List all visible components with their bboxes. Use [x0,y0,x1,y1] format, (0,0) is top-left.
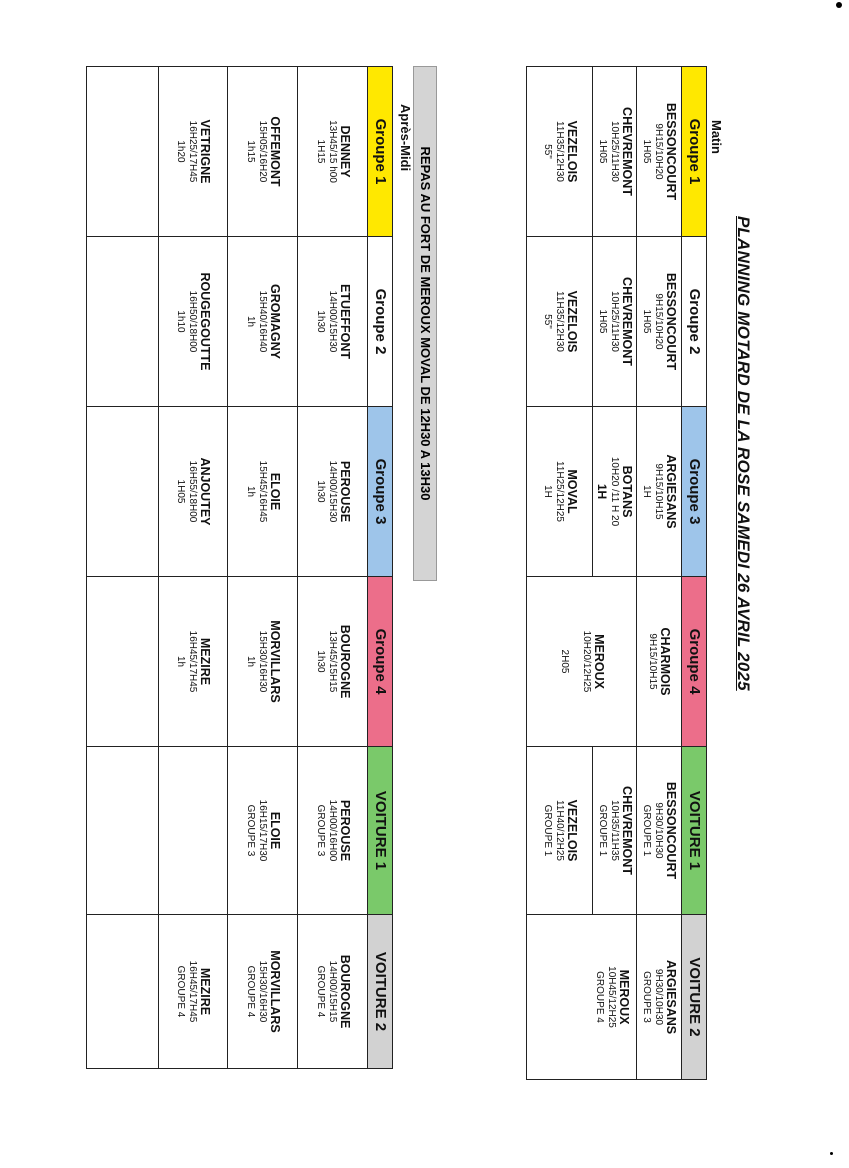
header-voiture-2: VOITURE 2 [682,915,707,1080]
afternoon-g2-cell: GROMAGNY 15H40/16H40 1h [228,237,298,407]
afternoon-v1-cell-empty [159,747,228,915]
morning-g1-cell: CHEVREMONT 10H25/11H30 1H05 [593,67,637,237]
header-groupe-4: Groupe 4 [368,577,393,747]
header-groupe-3: Groupe 3 [368,407,393,577]
afternoon-g4-cell: MORVILLARS 15H30/16H30 1h [228,577,298,747]
afternoon-g3-cell: ELOIE 15H45/16H45 1h [228,407,298,577]
morning-v2-cell: ARGIESANS 9H30/10H30 GROUPE 3 [637,915,682,1080]
afternoon-empty-cell [87,407,159,577]
afternoon-empty-cell [87,67,159,237]
header-voiture-1: VOITURE 1 [682,747,707,915]
morning-table [526,66,707,1080]
header-voiture-1: VOITURE 1 [368,747,393,915]
header-groupe-3: Groupe 3 [682,407,707,577]
morning-g2-cell: VEZELOIS 11H35/12H30 55" [527,237,593,407]
afternoon-g4-cell: BOUROGNE 13H45/15H15 1h30 [298,577,368,747]
header-groupe-1: Groupe 1 [368,67,393,237]
morning-g4-cell-meroux: MEROUX 10H20/12H25 2H05 [527,577,637,747]
apres-midi-label: Après-Midi [398,104,413,172]
afternoon-v2-cell: BOUROGNE 14H00/15H15 GROUPE 4 [298,915,368,1069]
morning-g4-cell: CHARMOIS 9H15/10H15 [637,577,682,747]
afternoon-empty-cell [87,577,159,747]
header-voiture-2: VOITURE 2 [368,915,393,1069]
morning-g2-cell: BESSONCOURT 9H15/10H20 1H05 [637,237,682,407]
afternoon-g2-cell: ROUGEGOUTTE 16H50/18H00 1h10 [159,237,228,407]
afternoon-v2-cell: MEZIRE 16H45/17H45 GROUPE 4 [159,915,228,1069]
morning-v1-cell: CHEVREMONT 10H35/11H35 GROUPE 1 [593,747,637,915]
afternoon-empty-cell [87,747,159,915]
morning-g3-cell: BOTANS 10H20 /11 H 20 1H [593,407,637,577]
afternoon-g3-cell: PEROUSE 14H00/15H30 1h30 [298,407,368,577]
morning-g1-cell: VEZELOIS 11H35/12H30 55" [527,67,593,237]
afternoon-empty-cell [87,915,159,1069]
morning-v1-cell: VEZELOIS 11H40/12H25 GROUPE 1 [527,747,593,915]
matin-label: Matin [709,120,724,154]
afternoon-g1-cell: OFFEMONT 15H05/16H20 1h15 [228,67,298,237]
afternoon-g3-cell: ANJOUTEY 16H55/18H00 1H05 [159,407,228,577]
afternoon-g1-cell: VETRIGNE 16H25/17H45 1h20 [159,67,228,237]
morning-v1-cell: BESSONCOURT 9H30/10H30 GROUPE 1 [637,747,682,915]
page-title: PLANNING MOTARD DE LA ROSE SAMEDI 26 AVRIL 2025 [734,216,753,691]
repas-banner: REPAS AU FORT DE MEROUX MOVAL DE 12H30 A 13H30 [413,66,437,581]
afternoon-g4-cell: MEZIRE 16H45/17H45 1h [159,577,228,747]
morning-g3-cell: ARGIESANS 9H15/10H15 1H [637,407,682,577]
header-groupe-1: Groupe 1 [682,67,707,237]
header-groupe-4: Groupe 4 [682,577,707,747]
morning-g2-cell: CHEVREMONT 10H25/11H30 1H05 [593,237,637,407]
header-groupe-2: Groupe 2 [368,237,393,407]
afternoon-g2-cell: ETUEFFONT 14H00/15H30 1h30 [298,237,368,407]
afternoon-v2-cell: MORVILLARS 15H30/16H30 GROUPE 4 [228,915,298,1069]
morning-g1-cell: BESSONCOURT 9H15/10H20 1H05 [637,67,682,237]
afternoon-v1-cell: ELOIE 16H15/17H30 GROUPE 3 [228,747,298,915]
header-groupe-2: Groupe 2 [682,237,707,407]
afternoon-table [86,66,393,1069]
morning-v2-cell: MEROUX 10H45/12H25 GROUPE 4 [527,915,637,1080]
morning-g3-cell: MOVAL 11H25/12H25 1H [527,407,593,577]
afternoon-v1-cell: PEROUSE 14H00/16H00 GROUPE 3 [298,747,368,915]
afternoon-empty-cell [87,237,159,407]
afternoon-g1-cell: DENNEY 13H45/15 h00 1H15 [298,67,368,237]
